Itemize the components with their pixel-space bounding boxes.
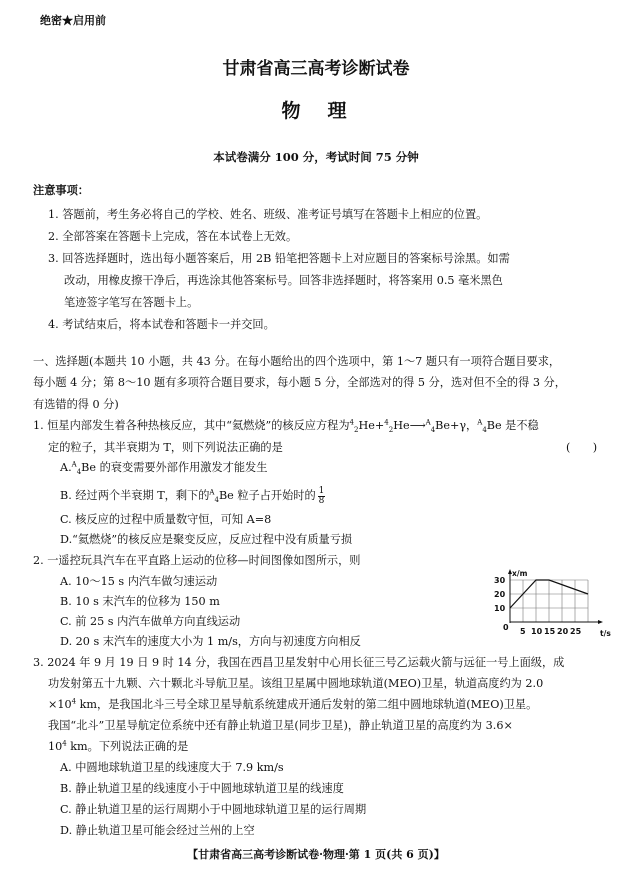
q3-option-c: C. 静止轨道卫星的运行周期小于中圆地球轨道卫星的运行周期 (60, 803, 367, 816)
q2-option-b: B. 10 s 末汽车的位移为 150 m (60, 595, 220, 608)
graph-y-label: x/m (512, 569, 528, 578)
q3-option-d: D. 静止轨道卫星可能会经过兰州的上空 (60, 824, 255, 837)
q1-be-nuclide-2: $^A_4$ (477, 418, 487, 435)
graph-xtick-10: 10 (531, 627, 543, 636)
q2-stem: 2. 一遥控玩具汽车在平直路上运动的位移—时间图像如图所示，则 (33, 554, 361, 567)
q1-stem-tail: Be 是不稳 (486, 419, 539, 432)
q1-gamma: +γ， (450, 419, 478, 432)
graph-ytick-20: 20 (494, 590, 506, 599)
q1-he-nuclide-1: $^4_2$He (349, 418, 375, 435)
section1-line-2: 每小题 4 分；第 8～10 题有多项符合题目要求，每小题 5 分，全部选对的得 5 分，选对但不全的得 3 分， (33, 376, 566, 389)
subject-title: 物 理 (281, 100, 351, 122)
q1-stem-line-2: 定的粒子，其半衰期为 T，则下列说法正确的是 (48, 441, 283, 454)
q2-option-d: D. 20 s 末汽车的速度大小为 1 m/s，方向与初速度方向相反 (60, 635, 361, 648)
graph-x-label: t/s (600, 629, 611, 638)
q1-stem-line-1 (33, 418, 539, 433)
graph-xtick-20: 20 (557, 627, 569, 636)
exam-info: 本试卷满分 100 分，考试时间 75 分钟 (213, 150, 419, 164)
q1-plus: + (374, 419, 385, 432)
q3-line-4: 我国“北斗”卫星导航定位系统中还有静止轨道卫星(同步卫星)，静止轨道卫星的高度约为 3.6× (48, 719, 513, 732)
q3-line-5: $10^4$ km。下列说法正确的是 (48, 739, 189, 753)
q1-fraction: $\frac{1}{8}$ (318, 485, 325, 506)
graph-x-arrow (598, 620, 603, 624)
secret-label: 绝密★启用前 (40, 14, 106, 27)
q2-option-c: C. 前 25 s 内汽车做单方向直线运动 (60, 615, 241, 628)
q1-option-b: B. 经过两个半衰期 T，剩下的$^A_4$Be 粒子占开始时的 $\frac{1}{8}$ (60, 485, 325, 506)
graph-grid (510, 580, 588, 622)
graph-xtick-15: 15 (544, 627, 556, 636)
page-footer: 【甘肃省高三高考诊断试卷·物理·第 1 页(共 6 页)】 (187, 848, 445, 861)
xt-graph (488, 568, 613, 640)
q2-option-a: A. 10～15 s 内汽车做匀速运动 (60, 575, 218, 588)
q3-option-b: B. 静止轨道卫星的线速度小于中圆地球轨道卫星的线速度 (60, 782, 344, 795)
notice-item-3: 3. 回答选择题时，选出每小题答案后，用 2B 铅笔把答题卡上对应题目的答案标号涂黑。如需 (48, 252, 510, 265)
graph-ytick-30: 30 (494, 576, 506, 585)
q1-he-nuclide-2: $^4_2$He (384, 418, 410, 435)
notice-item-3-cont-1: 改动，用橡皮擦干净后，再选涂其他答案标号。回答非选择题时，将答案用 0.5 毫米黑色 (64, 274, 503, 287)
graph-ytick-10: 10 (494, 604, 506, 613)
notice-item-2: 2. 全部答案在答题卡上完成，答在本试卷上无效。 (48, 230, 298, 243)
graph-xtick-5: 5 (520, 627, 526, 636)
graph-xtick-0: 0 (503, 623, 509, 632)
q3-line-1: 3. 2024 年 9 月 19 日 9 时 14 分，我国在西昌卫星发射中心用长征三号乙运载火箭与远征一号上面级，成 (33, 656, 565, 669)
section1-line-3: 有选错的得 0 分) (33, 398, 119, 411)
graph-xtick-25: 25 (570, 627, 582, 636)
q1-option-a: A.$^A_4$Be 的衰变需要外部作用激发才能发生 (60, 460, 268, 477)
q3-line-2: 功发射第五十九颗、六十颗北斗导航卫星。该组卫星属中圆地球轨道(MEO)卫星，轨道高度约为 2.0 (48, 677, 544, 690)
section1-line-1: 一、选择题(本题共 10 小题，共 43 分。在每小题给出的四个选项中，第 1～7 题只有一项符合题目要求， (33, 355, 561, 368)
q1-arrow: ⟶ (409, 419, 426, 432)
q1-answer-paren: ( ) (566, 441, 598, 454)
exam-title: 甘肃省高三高考诊断试卷 (222, 59, 410, 79)
q3-line-3: $\times 10^4$ km，是我国北斗三号全球卫星导航系统建成开通后发射的第二组中圆地球轨道(MEO)卫星。 (48, 697, 538, 711)
notice-item-3-cont-2: 笔迹签字笔写在答题卡上。 (64, 296, 199, 309)
q1-option-d: D.“氦燃烧”的核反应是聚变反应，反应过程中没有质量亏损 (60, 533, 353, 546)
notice-heading: 注意事项： (33, 183, 89, 197)
notice-item-1: 1. 答题前，考生务必将自己的学校、姓名、班级、准考证号填写在答题卡上相应的位置。 (48, 208, 488, 221)
q3-option-a: A. 中圆地球轨道卫星的线速度大于 7.9 km/s (60, 761, 284, 774)
q1-option-c: C. 核反应的过程中质量数守恒，可知 A=8 (60, 513, 272, 526)
q1-be-nuclide: $^A_4$Be (425, 418, 450, 435)
q1-stem-text: 1. 恒星内部发生着各种热核反应，其中“氦燃烧”的核反应方程为 (33, 419, 350, 432)
notice-item-4: 4. 考试结束后，将本试卷和答题卡一并交回。 (48, 318, 275, 331)
